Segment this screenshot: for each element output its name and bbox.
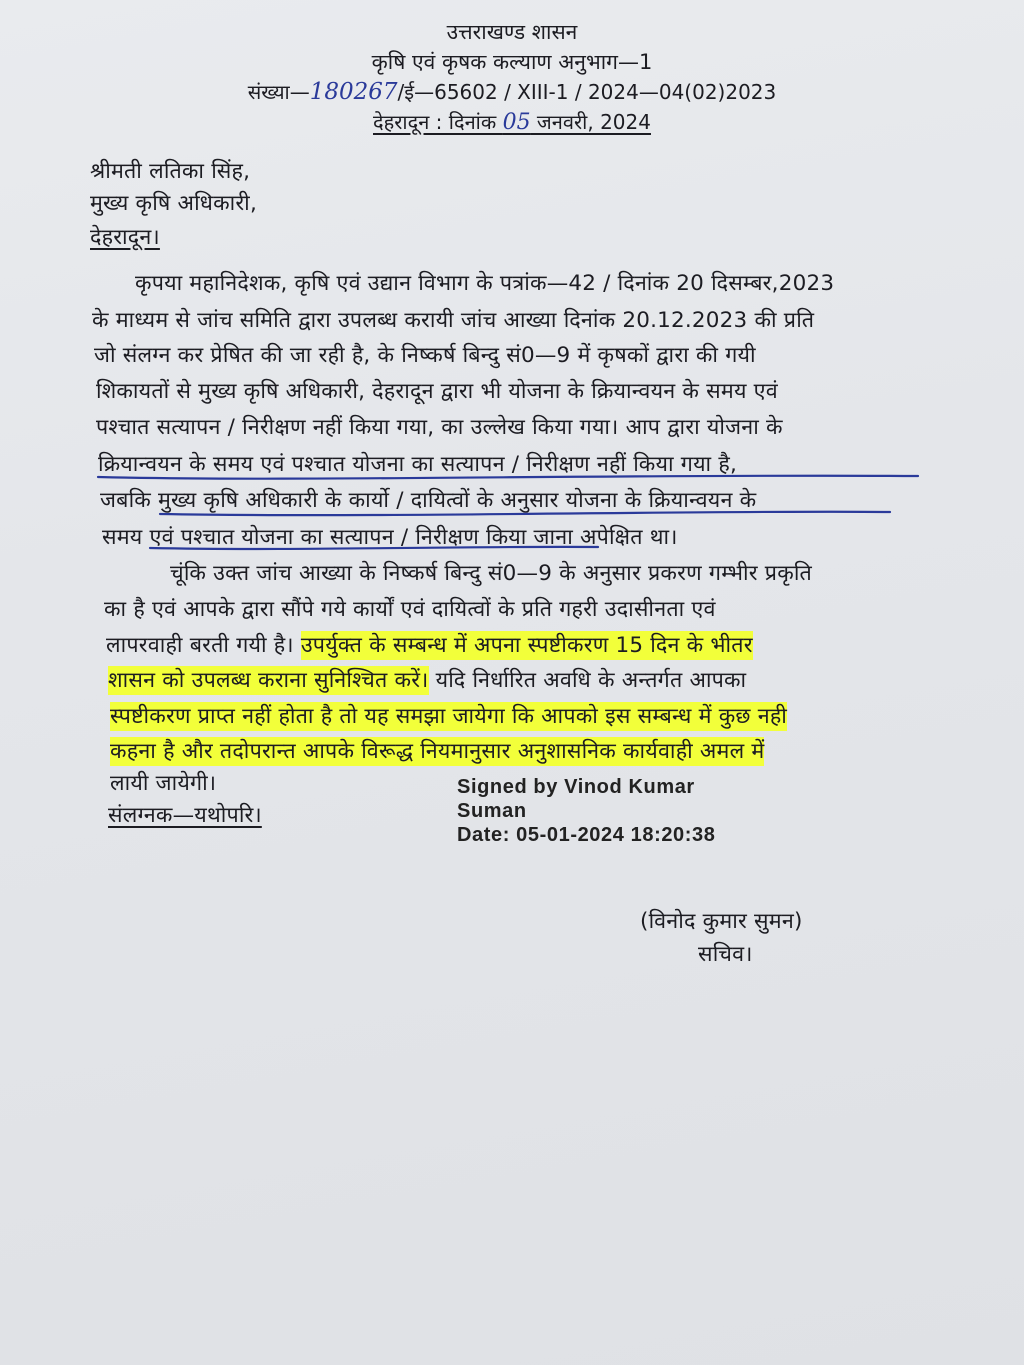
digital-signature-line: Suman [457,800,527,822]
date-suffix: जनवरी, 2024 [530,110,651,134]
para1-line: के माध्यम से जांच समिति द्वारा उपलब्ध करायी जांच आख्या दिनांक 20.12.2023 की प्रति [92,308,815,333]
date-prefix: देहरादून : दिनांक [373,110,503,134]
pen-underline [150,547,598,549]
ref-suffix: /ई—65602 / XIII-1 / 2024—04(02)2023 [397,80,777,104]
para1-line: शिकायतों से मुख्य कृषि अधिकारी, देहरादून द्वारा भी योजना के क्रियान्वयन के समय एवं [96,379,778,404]
highlighted-text: शासन को उपलब्ध कराना सुनिश्चित करें। [108,668,429,693]
pen-underline [98,476,918,479]
highlighted-text: कहना है और तदोपरान्त आपके विरूद्ध नियमानुसार अनुशासनिक कार्यवाही अमल में [110,739,765,764]
govt-title: उत्तराखण्ड शासन [446,20,578,44]
para1-line: जो संलग्न कर प्रेषित की जा रही है, के निष्कर्ष बिन्दु सं0—9 में कृषकों द्वारा की गयी [94,343,756,368]
ref-number-handwritten: 180267 [309,79,398,105]
signatory-designation: सचिव। [698,942,753,967]
para1-line: क्रियान्वयन के समय एवं पश्चात योजना का सत्यापन / निरीक्षण नहीं किया गया है, [98,452,738,477]
para2-line: का है एवं आपके द्वारा सौंपे गये कार्यों एवं दायित्वों के प्रति गहरी उदासीनता एवं [104,597,716,622]
enclosure-note: संलग्नक—यथोपरि। [108,803,262,828]
date-day-handwritten: 05 [502,110,531,135]
digital-signature-line: Signed by Vinod Kumar [457,776,695,798]
section-title: कृषि एवं कृषक कल्याण अनुभाग—1 [371,50,653,74]
para1-line: कृपया महानिदेशक, कृषि एवं उद्यान विभाग के पत्रांक—42 / दिनांक 20 दिसम्बर,2023 [135,271,835,296]
highlighted-text: उपर्युक्त के सम्बन्ध में अपना स्पष्टीकरण 15 दिन के भीतर [300,633,753,658]
para2-text: यदि निर्धारित अवधि के अन्तर्गत आपका [428,668,747,693]
para1-line: पश्चात सत्यापन / निरीक्षण नहीं किया गया, का उल्लेख किया गया। आप द्वारा योजना के [96,415,783,440]
ref-prefix: संख्या— [247,80,310,104]
para2-line: चूंकि उक्त जांच आख्या के निष्कर्ष बिन्दु सं0—9 के अनुसार प्रकरण गम्भीर प्रकृति [170,561,812,586]
para1-line: समय एवं पश्चात योजना का सत्यापन / निरीक्षण किया जाना अपेक्षित था। [102,525,678,550]
digital-signature-date: Date: 05-01-2024 18:20:38 [457,824,716,846]
para1-line: जबकि मुख्य कृषि अधिकारी के कार्यो / दायित्वों के अनुसार योजना के क्रियान्वयन के [100,488,757,513]
highlighted-text: स्पष्टीकरण प्राप्त नहीं होता है तो यह समझा जायेगा कि आपको इस सम्बन्ध में कुछ नही [110,704,788,729]
signatory-name: (विनोद कुमार सुमन) [640,909,803,934]
addressee-place: देहरादून। [90,225,160,250]
para2-line: लायी जायेगी। [110,771,217,796]
para2-text: लापरवाही बरती गयी है। [106,633,301,658]
addressee-designation: मुख्य कृषि अधिकारी, [90,191,257,216]
addressee-name: श्रीमती लतिका सिंह, [90,159,251,184]
pen-underline [160,512,890,515]
